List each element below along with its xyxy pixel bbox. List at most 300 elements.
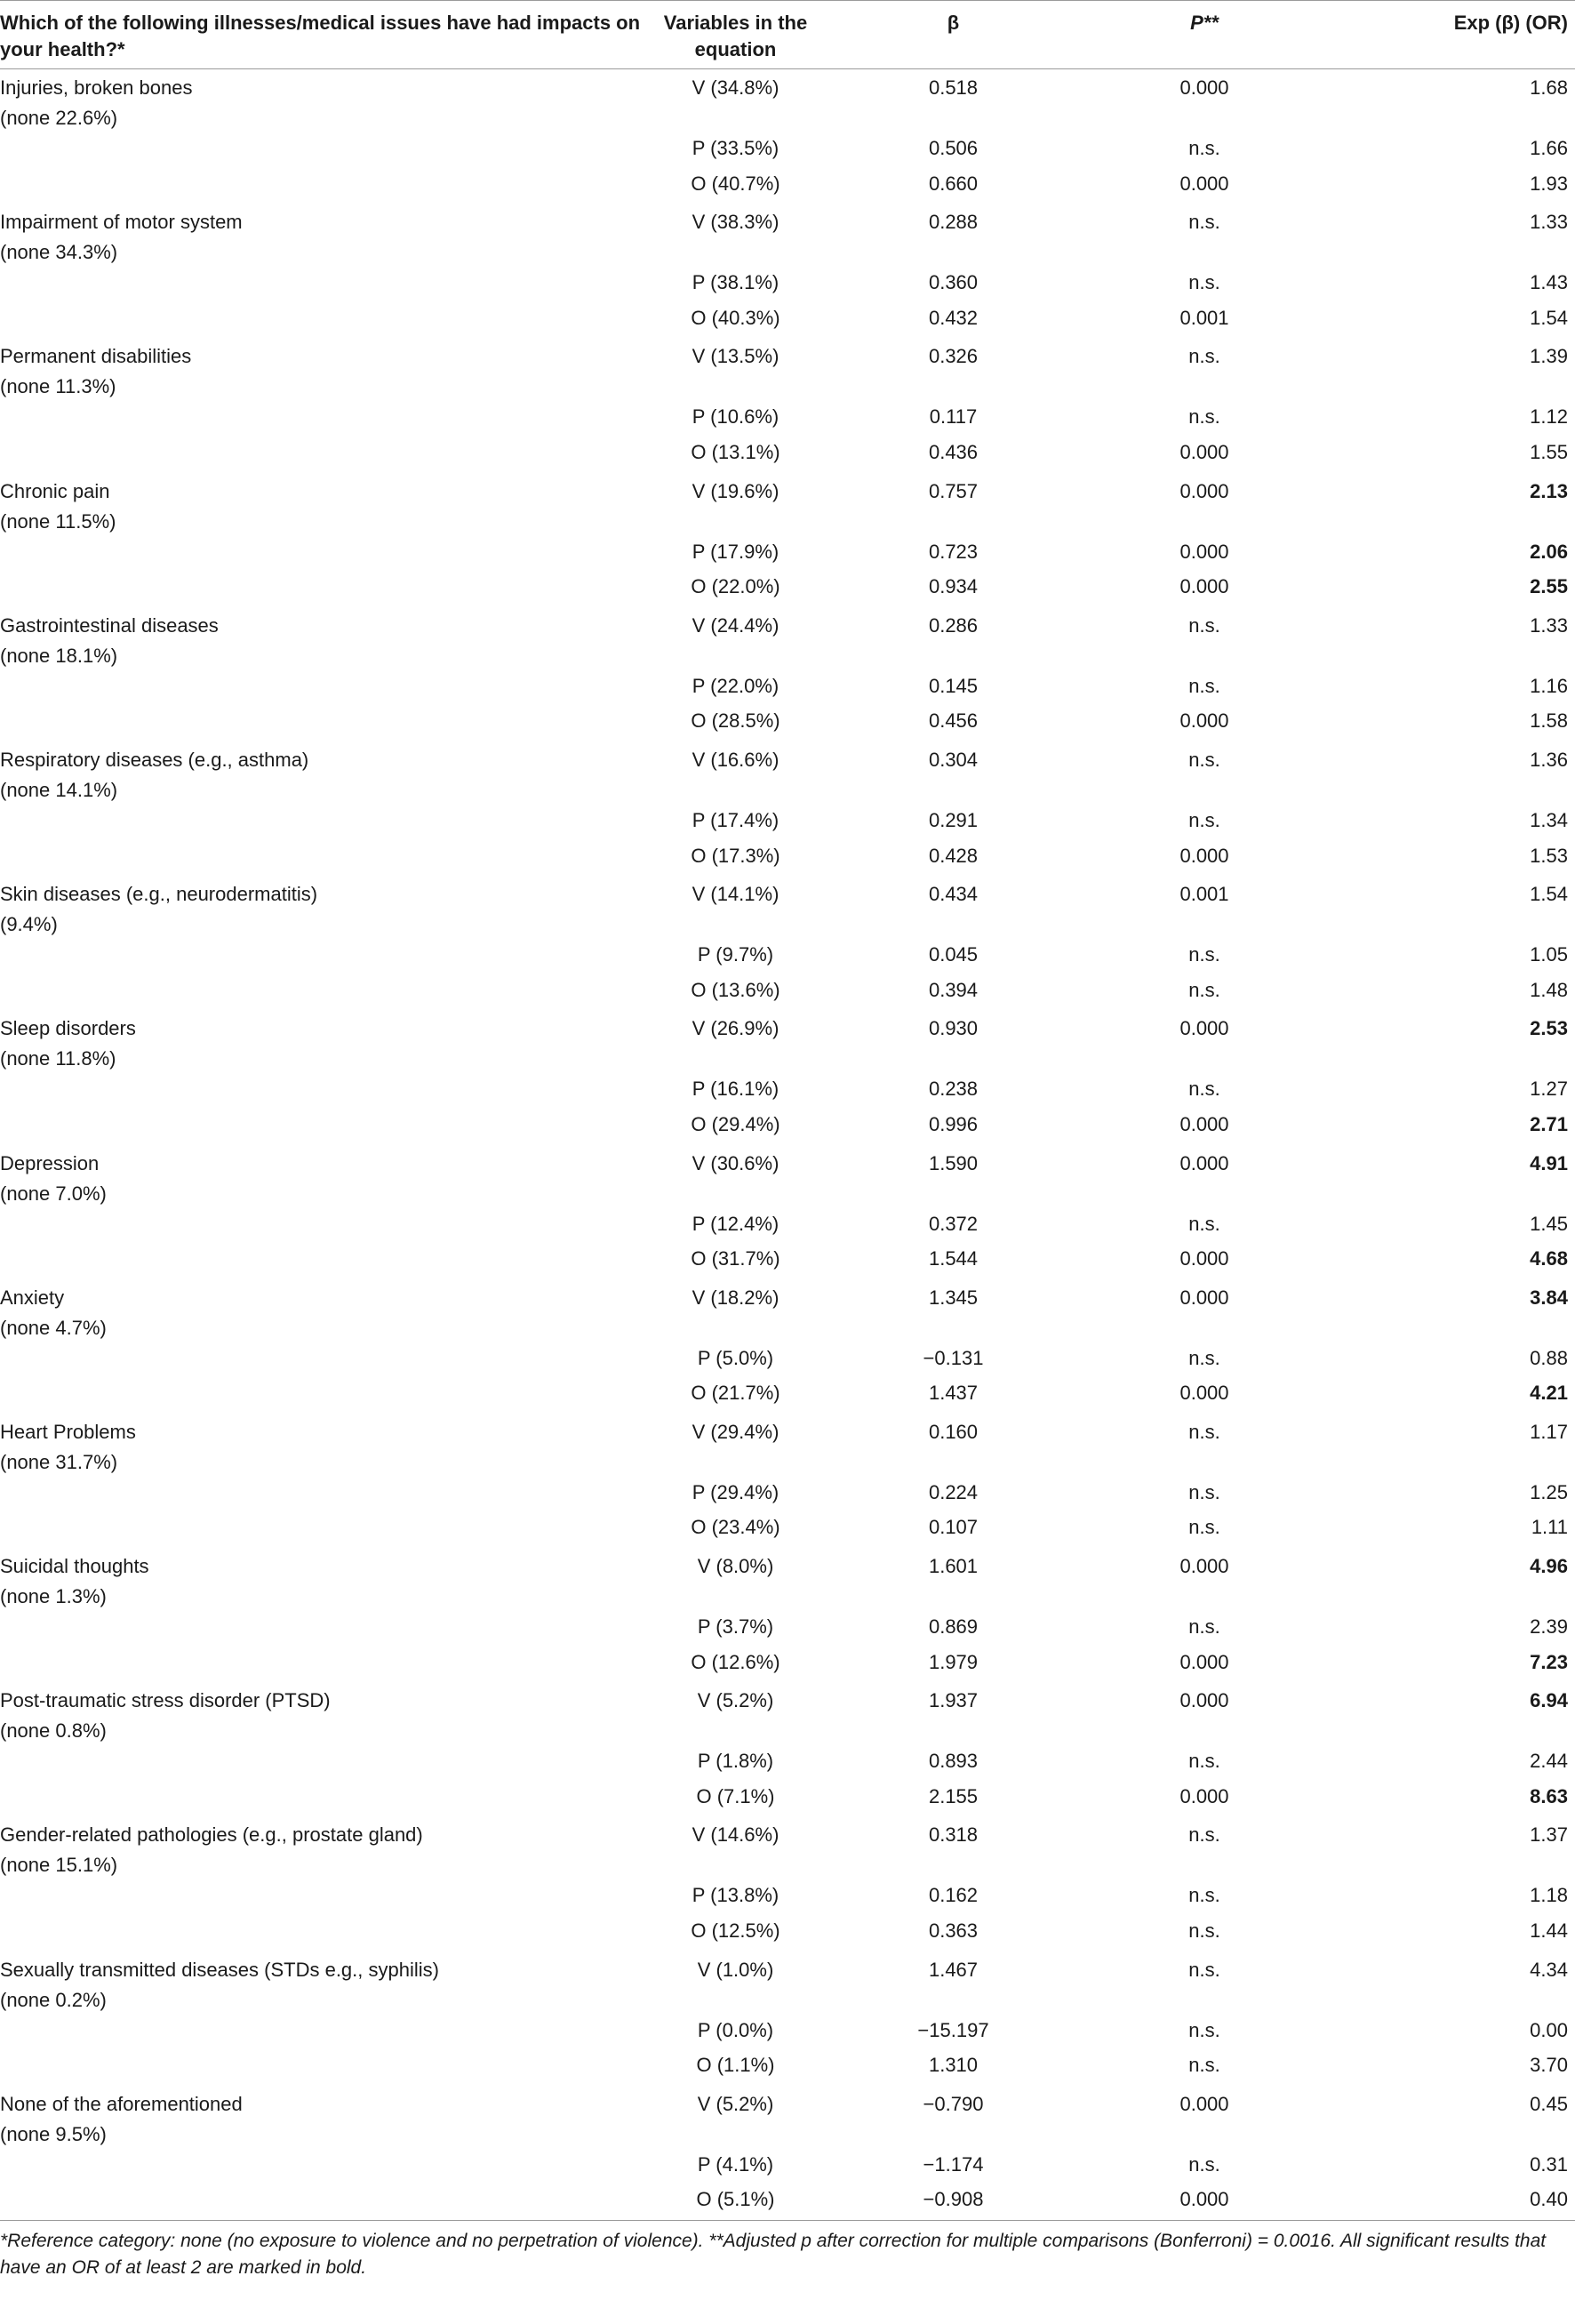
p-value-cell: n.s. [1188, 748, 1220, 771]
reference-percent: (none 11.3%) [0, 375, 116, 398]
p-value-cell: n.s. [1188, 808, 1220, 831]
variable-cell: O (17.3%) [691, 844, 780, 867]
odds-ratio-cell: 8.63 [1530, 1784, 1568, 1807]
variable-cell: P (16.1%) [692, 1078, 780, 1101]
condition-label: Post-traumatic stress disorder (PTSD) [0, 1689, 331, 1712]
p-value-cell: n.s. [1188, 1516, 1220, 1539]
beta-cell: −0.131 [923, 1346, 984, 1369]
empty-cell [0, 133, 658, 169]
condition-label: Permanent disabilities [0, 345, 192, 368]
p-value-cell: 0.000 [1179, 1247, 1229, 1270]
empty-cell [0, 437, 658, 473]
table-row [0, 338, 1575, 402]
beta-cell: 0.372 [928, 1212, 979, 1235]
condition-cell [0, 69, 658, 134]
variable-cell: P (5.0%) [697, 1346, 774, 1369]
beta-cell: 0.288 [928, 211, 979, 234]
table-row [0, 1110, 1575, 1145]
beta-cell: 0.117 [929, 405, 978, 429]
variable-cell: P (22.0%) [692, 674, 780, 697]
odds-ratio-cell: 1.33 [1530, 211, 1568, 234]
beta-cell: 0.224 [928, 1480, 979, 1503]
reference-percent: (none 1.3%) [0, 1585, 107, 1608]
table-header [0, 1, 1575, 69]
p-value-cell: n.s. [1188, 1958, 1220, 1981]
odds-ratio-cell: 4.68 [1530, 1247, 1568, 1270]
p-value-cell: 0.000 [1179, 1382, 1229, 1405]
beta-cell: 1.467 [928, 1958, 979, 1981]
condition-cell [0, 2086, 658, 2150]
condition-label: Anxiety [0, 1286, 65, 1309]
condition-label: Injuries, broken bones [0, 76, 193, 99]
beta-cell: 0.436 [928, 440, 979, 463]
table-row [0, 841, 1575, 877]
condition-label: Sexually transmitted diseases (STDs e.g., syphilis) [0, 1958, 439, 1981]
variable-cell: O (23.4%) [691, 1516, 780, 1539]
odds-ratio-cell: 1.33 [1530, 613, 1568, 637]
table-row [0, 133, 1575, 169]
table-row [0, 805, 1575, 841]
beta-cell: 1.979 [928, 1650, 979, 1673]
odds-ratio-cell: 1.11 [1531, 1516, 1568, 1539]
p-value-cell: n.s. [1188, 137, 1220, 159]
p-value-cell: 0.000 [1179, 1151, 1229, 1174]
empty-cell [0, 2050, 658, 2086]
condition-cell [0, 741, 658, 805]
variable-cell: V (5.2%) [697, 1689, 774, 1712]
beta-cell: −0.908 [923, 2188, 984, 2211]
empty-cell [0, 1782, 658, 1817]
table-body [0, 69, 1575, 2221]
reference-percent: (none 11.5%) [0, 509, 116, 533]
variable-cell: P (10.6%) [692, 405, 780, 429]
condition-cell [0, 1279, 658, 1343]
p-value-cell: n.s. [1188, 978, 1220, 1001]
table-row [0, 1647, 1575, 1683]
odds-ratio-cell: 2.06 [1530, 540, 1568, 563]
table-row [0, 975, 1575, 1011]
condition-cell [0, 607, 658, 671]
variable-cell: P (3.7%) [697, 1615, 774, 1639]
condition-cell [0, 1951, 658, 2015]
odds-ratio-cell: 2.44 [1530, 1750, 1568, 1773]
empty-cell [0, 1478, 658, 1513]
p-value-cell: n.s. [1188, 345, 1220, 368]
variable-cell: P (38.1%) [692, 271, 780, 294]
variable-cell: P (12.4%) [692, 1212, 780, 1235]
header-question: Which of the following illnesses/medical issues have had impacts on your health?* [0, 1, 658, 69]
empty-cell [0, 1746, 658, 1782]
condition-label: Skin diseases (e.g., neurodermatitis) [0, 883, 318, 906]
table-row [0, 1612, 1575, 1647]
beta-cell: 0.291 [928, 808, 979, 831]
beta-cell: 0.045 [928, 943, 979, 966]
p-value-cell: n.s. [1188, 2018, 1220, 2041]
p-value-cell: n.s. [1188, 1420, 1220, 1443]
table-row [0, 1209, 1575, 1245]
empty-cell [0, 805, 658, 841]
p-value-cell: 0.000 [1179, 76, 1229, 99]
variable-cell: O (7.1%) [696, 1784, 775, 1807]
odds-ratio-cell: 2.13 [1530, 479, 1568, 502]
beta-cell: 0.723 [928, 540, 979, 563]
beta-cell: 0.660 [928, 172, 979, 195]
empty-cell [0, 1916, 658, 1951]
variable-cell: O (29.4%) [691, 1112, 780, 1135]
variable-cell: O (21.7%) [691, 1382, 780, 1405]
p-value-cell: n.s. [1188, 1480, 1220, 1503]
table-row [0, 437, 1575, 473]
condition-cell [0, 1010, 658, 1074]
table-row [0, 572, 1575, 607]
empty-cell [0, 2015, 658, 2051]
odds-ratio-cell: 1.39 [1530, 345, 1568, 368]
odds-ratio-cell: 4.34 [1530, 1958, 1568, 1981]
p-value-cell: 0.000 [1179, 1689, 1229, 1712]
table-row [0, 303, 1575, 339]
variable-cell: O (40.3%) [691, 306, 780, 329]
odds-ratio-cell: 1.68 [1530, 76, 1568, 99]
header-variables: Variables in the equation [658, 1, 813, 69]
odds-ratio-cell: 0.31 [1530, 2152, 1568, 2176]
condition-cell [0, 338, 658, 402]
odds-ratio-cell: 1.54 [1530, 306, 1568, 329]
variable-cell: V (30.6%) [692, 1151, 780, 1174]
empty-cell [0, 841, 658, 877]
beta-cell: 0.518 [928, 76, 979, 99]
table-row [0, 2015, 1575, 2051]
p-value-cell: 0.001 [1179, 883, 1229, 906]
odds-ratio-cell: 1.93 [1530, 172, 1568, 195]
odds-ratio-cell: 2.55 [1530, 575, 1568, 598]
variable-cell: P (29.4%) [692, 1480, 780, 1503]
empty-cell [0, 1110, 658, 1145]
odds-ratio-cell: 6.94 [1530, 1689, 1568, 1712]
odds-ratio-cell: 1.12 [1530, 405, 1568, 429]
variable-cell: V (38.3%) [692, 211, 780, 234]
beta-cell: 0.145 [928, 674, 979, 697]
variable-cell: O (13.6%) [691, 978, 780, 1001]
table-row [0, 402, 1575, 437]
table-row [0, 1279, 1575, 1343]
variable-cell: P (17.9%) [692, 540, 780, 563]
odds-ratio-cell: 3.70 [1530, 2054, 1568, 2077]
variable-cell: V (24.4%) [692, 613, 780, 637]
empty-cell [0, 303, 658, 339]
odds-ratio-cell: 1.05 [1530, 943, 1568, 966]
variable-cell: O (13.1%) [691, 440, 780, 463]
variable-cell: V (29.4%) [692, 1420, 780, 1443]
variable-cell: P (13.8%) [692, 1884, 780, 1907]
odds-ratio-cell: 0.00 [1530, 2018, 1568, 2041]
odds-ratio-cell: 1.16 [1530, 674, 1568, 697]
p-value-cell: n.s. [1188, 405, 1220, 429]
odds-ratio-cell: 1.37 [1530, 1823, 1568, 1847]
table-row [0, 1074, 1575, 1110]
odds-ratio-cell: 0.45 [1530, 2092, 1568, 2115]
reference-percent: (none 14.1%) [0, 778, 118, 801]
beta-cell: 0.394 [928, 978, 979, 1001]
beta-cell: −15.197 [917, 2018, 989, 2041]
empty-cell [0, 1244, 658, 1279]
header-beta: β [813, 1, 1093, 69]
variable-cell: V (26.9%) [692, 1017, 780, 1040]
p-value-cell: n.s. [1188, 1823, 1220, 1847]
variable-cell: V (19.6%) [692, 479, 780, 502]
p-value-cell: 0.000 [1179, 1286, 1229, 1309]
condition-cell [0, 1816, 658, 1880]
table-row [0, 1916, 1575, 1951]
variable-cell: O (12.5%) [691, 1919, 780, 1943]
odds-ratio-cell: 1.54 [1530, 883, 1568, 906]
beta-cell: 0.432 [928, 306, 979, 329]
empty-cell [0, 268, 658, 303]
condition-label: Gastrointestinal diseases [0, 613, 219, 637]
variable-cell: P (33.5%) [692, 137, 780, 159]
p-value-cell: 0.000 [1179, 540, 1229, 563]
empty-cell [0, 537, 658, 573]
empty-cell [0, 2184, 658, 2220]
odds-ratio-cell: 1.18 [1530, 1884, 1568, 1907]
empty-cell [0, 2150, 658, 2185]
empty-cell [0, 975, 658, 1011]
beta-cell: 1.937 [928, 1689, 979, 1712]
table-row [0, 268, 1575, 303]
odds-ratio-cell: 1.25 [1530, 1480, 1568, 1503]
variable-cell: O (1.1%) [696, 2054, 775, 2077]
empty-cell [0, 1074, 658, 1110]
p-value-cell: n.s. [1188, 674, 1220, 697]
table-row [0, 1414, 1575, 1478]
condition-label: None of the aforementioned [0, 2092, 243, 2115]
empty-cell [0, 1647, 658, 1683]
table-row [0, 741, 1575, 805]
p-value-cell: 0.000 [1179, 575, 1229, 598]
beta-cell: −1.174 [923, 2152, 984, 2176]
odds-ratio-cell: 0.88 [1530, 1346, 1568, 1369]
table-row [0, 69, 1575, 134]
reference-percent: (none 7.0%) [0, 1182, 107, 1205]
beta-cell: 2.155 [928, 1784, 979, 1807]
table-row [0, 940, 1575, 975]
odds-ratio-cell: 1.58 [1530, 709, 1568, 733]
reference-percent: (none 11.8%) [0, 1047, 116, 1070]
beta-cell: 0.996 [928, 1112, 979, 1135]
beta-cell: 1.601 [928, 1555, 979, 1578]
empty-cell [0, 1378, 658, 1414]
beta-cell: 1.310 [928, 2054, 979, 2077]
beta-cell: 0.506 [928, 137, 979, 159]
beta-cell: 1.544 [928, 1247, 979, 1270]
variable-cell: V (14.6%) [692, 1823, 780, 1847]
odds-ratio-cell: 1.66 [1530, 137, 1568, 159]
beta-cell: 0.363 [928, 1919, 979, 1943]
reference-percent: (none 9.5%) [0, 2122, 107, 2145]
table-row [0, 473, 1575, 537]
empty-cell [0, 940, 658, 975]
table-row [0, 1343, 1575, 1379]
p-value-cell: 0.000 [1179, 479, 1229, 502]
odds-ratio-cell: 2.53 [1530, 1017, 1568, 1040]
beta-cell: 0.930 [928, 1017, 979, 1040]
table-row [0, 1782, 1575, 1817]
odds-ratio-cell: 1.17 [1530, 1420, 1568, 1443]
table-row [0, 1512, 1575, 1548]
table-row [0, 876, 1575, 940]
beta-cell: 0.162 [928, 1884, 979, 1907]
empty-cell [0, 572, 658, 607]
odds-ratio-cell: 3.84 [1530, 1286, 1568, 1309]
header-exp-or: Exp (β) (OR) [1315, 1, 1575, 69]
odds-ratio-cell: 1.45 [1530, 1212, 1568, 1235]
empty-cell [0, 1343, 658, 1379]
condition-cell [0, 1548, 658, 1612]
p-value-cell: n.s. [1188, 1919, 1220, 1943]
beta-cell: 0.318 [928, 1823, 979, 1847]
table-row [0, 204, 1575, 268]
table-row [0, 537, 1575, 573]
p-value-cell: 0.001 [1179, 306, 1229, 329]
variable-cell: O (28.5%) [691, 709, 780, 733]
condition-label: Depression [0, 1151, 100, 1174]
table-row [0, 1816, 1575, 1880]
table-row [0, 2086, 1575, 2150]
variable-cell: V (34.8%) [692, 76, 780, 99]
p-value-cell: 0.000 [1179, 1784, 1229, 1807]
odds-ratio-cell: 1.44 [1530, 1919, 1568, 1943]
odds-ratio-cell: 4.91 [1530, 1151, 1568, 1174]
reference-percent: (none 0.2%) [0, 1988, 107, 2011]
condition-label: Suicidal thoughts [0, 1555, 149, 1578]
variable-cell: V (18.2%) [692, 1286, 780, 1309]
empty-cell [0, 1612, 658, 1647]
variable-cell: P (1.8%) [697, 1750, 774, 1773]
table-row [0, 2184, 1575, 2220]
variable-cell: P (0.0%) [697, 2018, 774, 2041]
reference-percent: (none 0.8%) [0, 1719, 107, 1743]
p-value-cell: n.s. [1188, 1615, 1220, 1639]
table-row [0, 2150, 1575, 2185]
condition-cell [0, 204, 658, 268]
odds-ratio-cell: 2.71 [1530, 1112, 1568, 1135]
beta-cell: 0.434 [928, 883, 979, 906]
odds-ratio-cell: 1.48 [1530, 978, 1568, 1001]
odds-ratio-cell: 1.53 [1530, 844, 1568, 867]
p-value-cell: n.s. [1188, 2152, 1220, 2176]
odds-ratio-cell: 1.55 [1530, 440, 1568, 463]
empty-cell [0, 1209, 658, 1245]
reference-percent: (none 31.7%) [0, 1450, 118, 1473]
condition-cell [0, 1682, 658, 1746]
header-p: P** [1093, 1, 1315, 69]
p-value-cell: n.s. [1188, 1884, 1220, 1907]
p-value-cell: n.s. [1188, 1346, 1220, 1369]
condition-cell [0, 473, 658, 537]
p-value-cell: n.s. [1188, 2054, 1220, 2077]
odds-ratio-cell: 7.23 [1530, 1650, 1568, 1673]
beta-cell: 1.345 [928, 1286, 979, 1309]
condition-label: Heart Problems [0, 1420, 136, 1443]
p-value-cell: n.s. [1188, 1750, 1220, 1773]
variable-cell: V (14.1%) [692, 883, 780, 906]
empty-cell [0, 169, 658, 204]
odds-ratio-cell: 1.34 [1530, 808, 1568, 831]
variable-cell: O (5.1%) [696, 2188, 775, 2211]
p-value-cell: 0.000 [1179, 2092, 1229, 2115]
beta-cell: 0.107 [928, 1516, 979, 1539]
beta-cell: 0.360 [928, 271, 979, 294]
condition-label: Respiratory diseases (e.g., asthma) [0, 748, 309, 771]
reference-percent: (none 4.7%) [0, 1316, 107, 1339]
table-row [0, 1378, 1575, 1414]
beta-cell: 1.437 [928, 1382, 979, 1405]
beta-cell: 0.304 [928, 748, 979, 771]
p-value-cell: 0.000 [1179, 1112, 1229, 1135]
beta-cell: −0.790 [923, 2092, 984, 2115]
table-row [0, 169, 1575, 204]
variable-cell: O (12.6%) [691, 1650, 780, 1673]
p-value-cell: n.s. [1188, 1212, 1220, 1235]
table-row [0, 1548, 1575, 1612]
beta-cell: 0.286 [928, 613, 979, 637]
table-row [0, 607, 1575, 671]
condition-cell [0, 876, 658, 940]
beta-cell: 0.428 [928, 844, 979, 867]
reference-percent: (none 18.1%) [0, 644, 118, 667]
table-row [0, 1746, 1575, 1782]
empty-cell [0, 1512, 658, 1548]
p-value-cell: 0.000 [1179, 1650, 1229, 1673]
empty-cell [0, 671, 658, 707]
reference-percent: (none 22.6%) [0, 107, 118, 129]
variable-cell: P (9.7%) [697, 943, 774, 966]
p-value-cell: n.s. [1188, 271, 1220, 294]
variable-cell: O (31.7%) [691, 1247, 780, 1270]
table-row [0, 2050, 1575, 2086]
condition-label: Sleep disorders [0, 1017, 136, 1040]
table-row [0, 1880, 1575, 1916]
variable-cell: O (22.0%) [691, 575, 780, 598]
p-value-cell: 0.000 [1179, 709, 1229, 733]
beta-cell: 0.238 [928, 1078, 979, 1101]
odds-ratio-cell: 2.39 [1530, 1615, 1568, 1639]
odds-ratio-cell: 1.43 [1530, 271, 1568, 294]
beta-cell: 0.934 [928, 575, 979, 598]
condition-label: Gender-related pathologies (e.g., prostate gland) [0, 1823, 423, 1847]
variable-cell: P (17.4%) [692, 808, 780, 831]
condition-label: Impairment of motor system [0, 211, 243, 234]
beta-cell: 0.757 [928, 479, 979, 502]
variable-cell: O (40.7%) [691, 172, 780, 195]
odds-ratio-cell: 1.27 [1530, 1078, 1568, 1101]
p-value-cell: n.s. [1188, 1078, 1220, 1101]
p-value-cell: 0.000 [1179, 1555, 1229, 1578]
p-value-cell: n.s. [1188, 211, 1220, 234]
p-value-cell: 0.000 [1179, 1017, 1229, 1040]
variable-cell: P (4.1%) [697, 2152, 774, 2176]
odds-ratio-cell: 4.21 [1530, 1382, 1568, 1405]
empty-cell [0, 706, 658, 741]
beta-cell: 0.893 [928, 1750, 979, 1773]
odds-ratio-cell: 4.96 [1530, 1555, 1568, 1578]
table-row [0, 671, 1575, 707]
beta-cell: 0.456 [928, 709, 979, 733]
condition-cell [0, 1145, 658, 1209]
table-footnote: *Reference category: none (no exposure to violence and no perpetration of violence). **Adjusted p after correction for multiple comparisons (Bonferroni) = 0.0016. All significant results that have an OR of at least 2 are marked in bold. [0, 2220, 1575, 2281]
p-value-cell: n.s. [1188, 943, 1220, 966]
odds-ratio-cell: 0.40 [1530, 2188, 1568, 2211]
variable-cell: V (1.0%) [697, 1958, 774, 1981]
